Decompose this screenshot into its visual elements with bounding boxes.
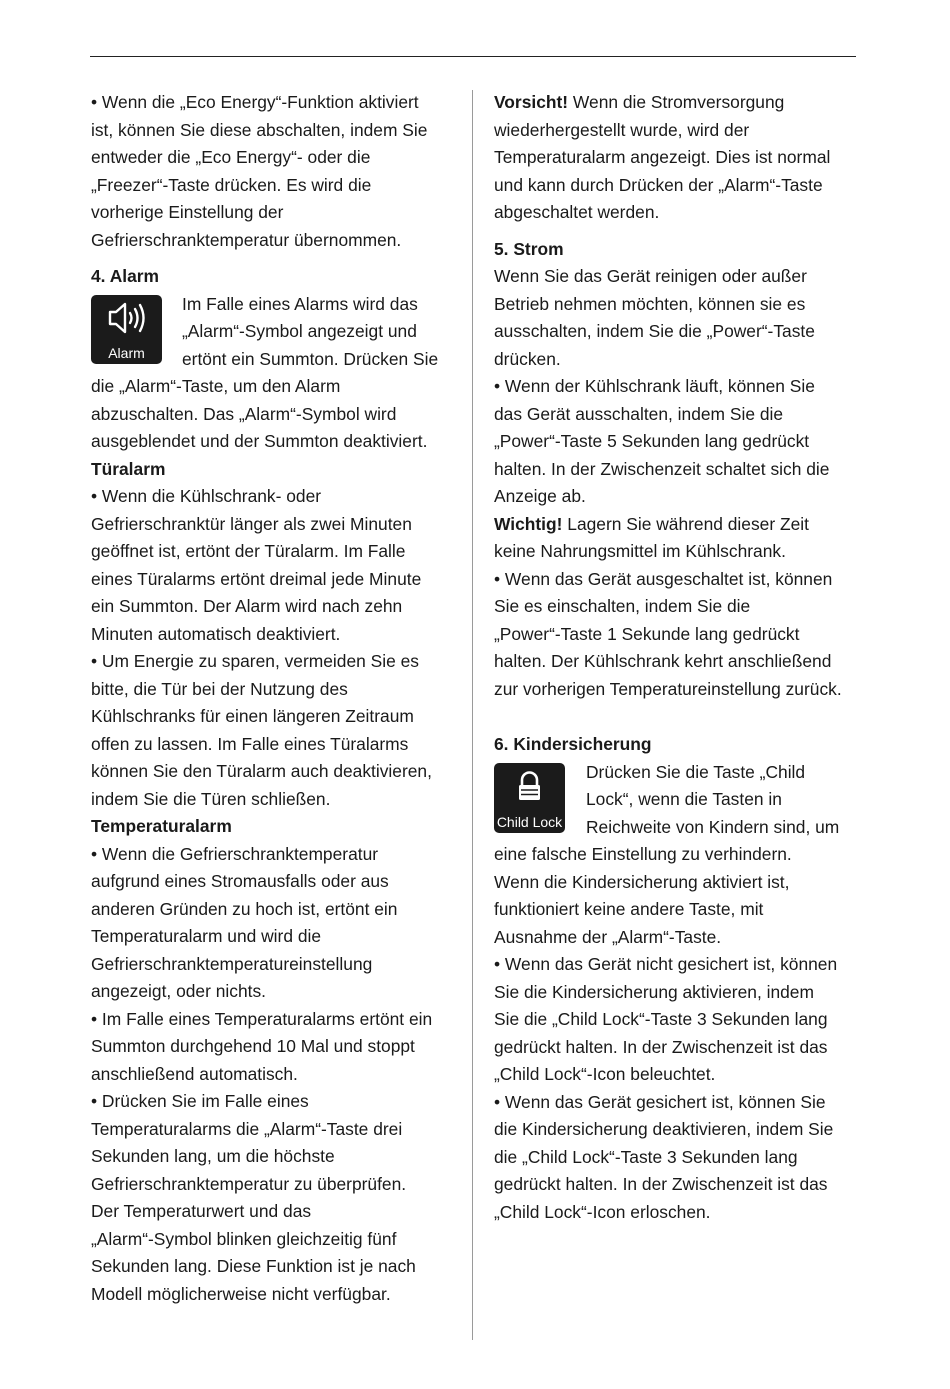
temperature-alarm-paragraph-1: • Wenn die Gefrierschranktemperatur aufgrund eines Stromausfalls oder aus anderen Gründen zu hoch ist, ertönt ein Temperaturalarm und wird die Gefrierschranktemperatureinstellung angezeigt, oder nichts.: [91, 843, 398, 1001]
important-label: Wichtig!: [494, 513, 563, 534]
caution-paragraph: [494, 89, 859, 227]
alarm-icon-caption: Alarm: [108, 344, 145, 361]
child-lock-icon-row: [494, 759, 859, 842]
door-alarm-paragraph-2: • Um Energie zu sparen, vermeiden Sie es bitte, die Tür bei der Nutzung des Kühlschranks für einen längeren Zeitraum offen zu lassen. Im Falle eines Türalarms können Sie den Türalarm auch deaktivieren, indem Sie die Türen schließen.: [91, 651, 432, 809]
power-heading: 5. Strom: [494, 238, 564, 259]
power-paragraph-3: • Wenn das Gerät ausgeschaltet ist, können Sie es einschalten, indem Sie die „Power“-Taste 1 Sekunde lang gedrückt halten. Der Kühlschrank kehrt anschließend zur vorherigen Temperatureinstellung zurück.: [494, 568, 842, 699]
caution-text: Wenn die Stromversorgung wiederhergestellt wurde, wird der Temperaturalarm angezeigt. Dies ist normal und kann durch Drücken der „Alarm“-Taste abgeschaltet werden.: [494, 92, 831, 222]
important-text: Lagern Sie während dieser Zeit keine Nahrungsmittel im Kühlschrank.: [494, 513, 809, 561]
eco-energy-paragraph: • Wenn die „Eco Energy“-Funktion aktiviert ist, können Sie diese abschalten, indem Sie entweder die „Eco Energy“- oder die „Freezer“-Taste drücken. Es wird die vorherige Einstellung der Gefrierschranktemperatur übernommen.: [91, 92, 428, 250]
door-alarm-paragraph-1: • Wenn die Kühlschrank- oder Gefrierschranktür länger als zwei Minuten geöffnet ist, ertönt der Türalarm. Im Falle eines Türalarms ertönt dreimal jede Minute ein Summton. Der Alarm wird nach zehn Minuten automatisch deaktiviert.: [91, 486, 422, 644]
alarm-paragraph: die „Alarm“-Taste, um den Alarm abzuschalten. Das „Alarm“-Symbol wird ausgeblendet und der Summton deaktiviert.: [91, 376, 428, 451]
child-lock-icon-badge: [494, 763, 565, 833]
child-lock-heading: 6. Kindersicherung: [494, 734, 652, 754]
right-column: [494, 89, 859, 1226]
alarm-icon-badge: [91, 295, 162, 364]
caution-label: Vorsicht!: [494, 92, 569, 112]
alarm-wrap-text: Im Falle eines Alarms wird das „Alarm“-Symbol angezeigt und ertönt ein Summton. Drücken Sie: [182, 293, 439, 369]
child-lock-paragraph-2: • Wenn das Gerät nicht gesichert ist, können Sie die Kindersicherung aktivieren, indem Sie die „Child Lock“-Taste 3 Sekunden lang gedrückt halten. In der Zwischenzeit ist das „Child Lock“-Icon beleuchtet.: [494, 954, 838, 1084]
padlock-icon: [494, 767, 565, 805]
alarm-heading: 4. Alarm: [91, 266, 159, 286]
column-divider: [472, 90, 473, 1340]
door-alarm-heading: Türalarm: [91, 458, 166, 479]
speaker-sound-icon: [91, 299, 162, 337]
header-rule: [90, 56, 856, 57]
alarm-icon-row: [91, 291, 456, 374]
child-lock-paragraph-1: eine falsche Einstellung zu verhindern. Wenn die Kindersicherung aktiviert ist, funktioniert keine andere Taste, mit Ausnahme der „Alarm“-Taste.: [494, 844, 792, 947]
temperature-alarm-paragraph-3: • Drücken Sie im Falle eines Temperaturalarms die „Alarm“-Taste drei Sekunden lang, um die höchste Gefrierschranktemperatur zu überprüfen. Der Temperaturwert und das „Alarm“-Symbol blinken gleichzeitig fünf Sekunden lang. Diese Funktion ist je nach Modell möglicherweise nicht verfügbar.: [91, 1091, 416, 1304]
important-paragraph: [494, 511, 859, 566]
temperature-alarm-paragraph-2: • Im Falle eines Temperaturalarms ertönt ein Summton durchgehend 10 Mal und stoppt anschließend automatisch.: [91, 1008, 433, 1084]
temperature-alarm-heading: Temperaturalarm: [91, 816, 232, 836]
power-paragraph-2: • Wenn der Kühlschrank läuft, können Sie das Gerät ausschalten, indem Sie die „Power“-Taste 5 Sekunden lang gedrückt halten. In der Zwischenzeit schaltet sich die Anzeige ab.: [494, 376, 830, 506]
child-lock-wrap-text: Drücken Sie die Taste „Child Lock“, wenn die Tasten in Reichweite von Kindern sind, um: [586, 761, 840, 837]
power-paragraph-1: Wenn Sie das Gerät reinigen oder außer Betrieb nehmen möchten, können sie es ausschalten, indem Sie die „Power“-Taste drücken.: [494, 266, 815, 369]
left-column: [91, 89, 456, 1308]
child-lock-icon-caption: Child Lock: [496, 813, 563, 830]
child-lock-paragraph-3: • Wenn das Gerät gesichert ist, können Sie die Kindersicherung deaktivieren, indem Sie die „Child Lock“-Taste 3 Sekunden lang gedrückt halten. In der Zwischenzeit ist das „Child Lock“-Icon erloschen.: [494, 1091, 834, 1222]
